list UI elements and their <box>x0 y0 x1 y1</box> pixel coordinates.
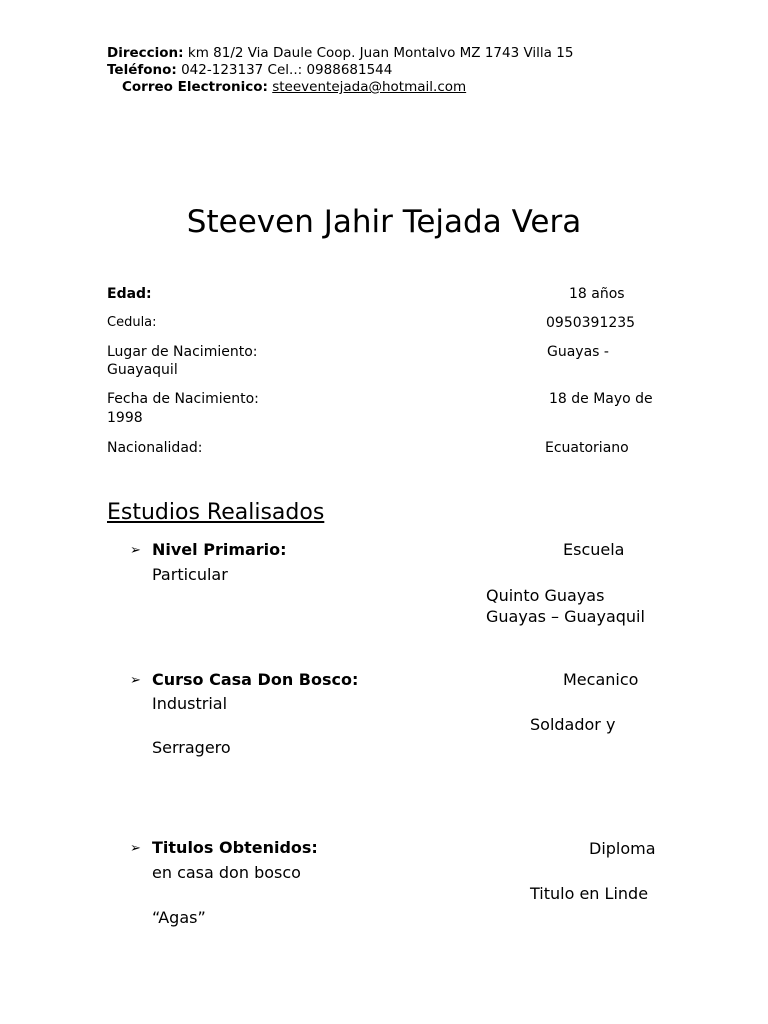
study-item-detail: Soldador y <box>530 715 616 734</box>
study-item-value: Escuela <box>563 540 625 559</box>
birthplace-label: Lugar de Nacimiento: <box>107 344 258 360</box>
address-value: km 81/2 Via Daule Coop. Juan Montalvo MZ 1743 Villa 15 <box>187 45 574 61</box>
study-item-detail: “Agas” <box>152 908 206 927</box>
birthdate-value: 18 de Mayo de <box>549 391 653 407</box>
birthplace-continuation: Guayaquil <box>107 362 178 378</box>
study-item-label: Titulos Obtenidos: <box>152 838 318 857</box>
birthdate-label: Fecha de Nacimiento: <box>107 391 259 407</box>
study-item-continuation: en casa don bosco <box>152 863 301 882</box>
address-label: Direccion: <box>107 45 184 61</box>
nationality-label: Nacionalidad: <box>107 440 203 456</box>
email-line <box>122 79 466 95</box>
study-item-value: Diploma <box>589 839 656 858</box>
phone-label: Teléfono: <box>107 62 177 78</box>
age-label: Edad: <box>107 286 152 302</box>
study-item-continuation: Particular <box>152 565 228 584</box>
phone-line <box>107 62 392 78</box>
email-link[interactable]: steeventejada@hotmail.com <box>272 79 467 95</box>
address-line <box>107 45 573 61</box>
arrow-bullet-icon: ➢ <box>130 841 141 856</box>
person-name: Steeven Jahir Tejada Vera <box>186 204 582 240</box>
study-item-label: Nivel Primario: <box>152 540 287 559</box>
email-label: Correo Electronico: <box>122 79 268 95</box>
study-item-detail: Quinto Guayas <box>486 586 605 605</box>
study-item-continuation: Industrial <box>152 694 228 713</box>
arrow-bullet-icon: ➢ <box>130 543 141 558</box>
id-label: Cedula: <box>107 315 157 330</box>
phone-value: 042-123137 Cel..: 0988681544 <box>181 62 393 78</box>
birthplace-value: Guayas - <box>547 344 609 360</box>
study-item-value: Mecanico <box>563 670 639 689</box>
study-item-detail: Serragero <box>152 738 231 757</box>
study-item-detail: Guayas – Guayaquil <box>486 607 645 626</box>
studies-heading: Estudios Realisados <box>107 500 325 525</box>
birthdate-continuation: 1998 <box>107 410 143 426</box>
id-value: 0950391235 <box>546 315 636 331</box>
nationality-value: Ecuatoriano <box>545 440 629 456</box>
study-item-label: Curso Casa Don Bosco: <box>152 670 359 689</box>
age-value: 18 años <box>569 286 625 302</box>
arrow-bullet-icon: ➢ <box>130 673 141 688</box>
study-item-detail: Titulo en Linde <box>530 884 649 903</box>
